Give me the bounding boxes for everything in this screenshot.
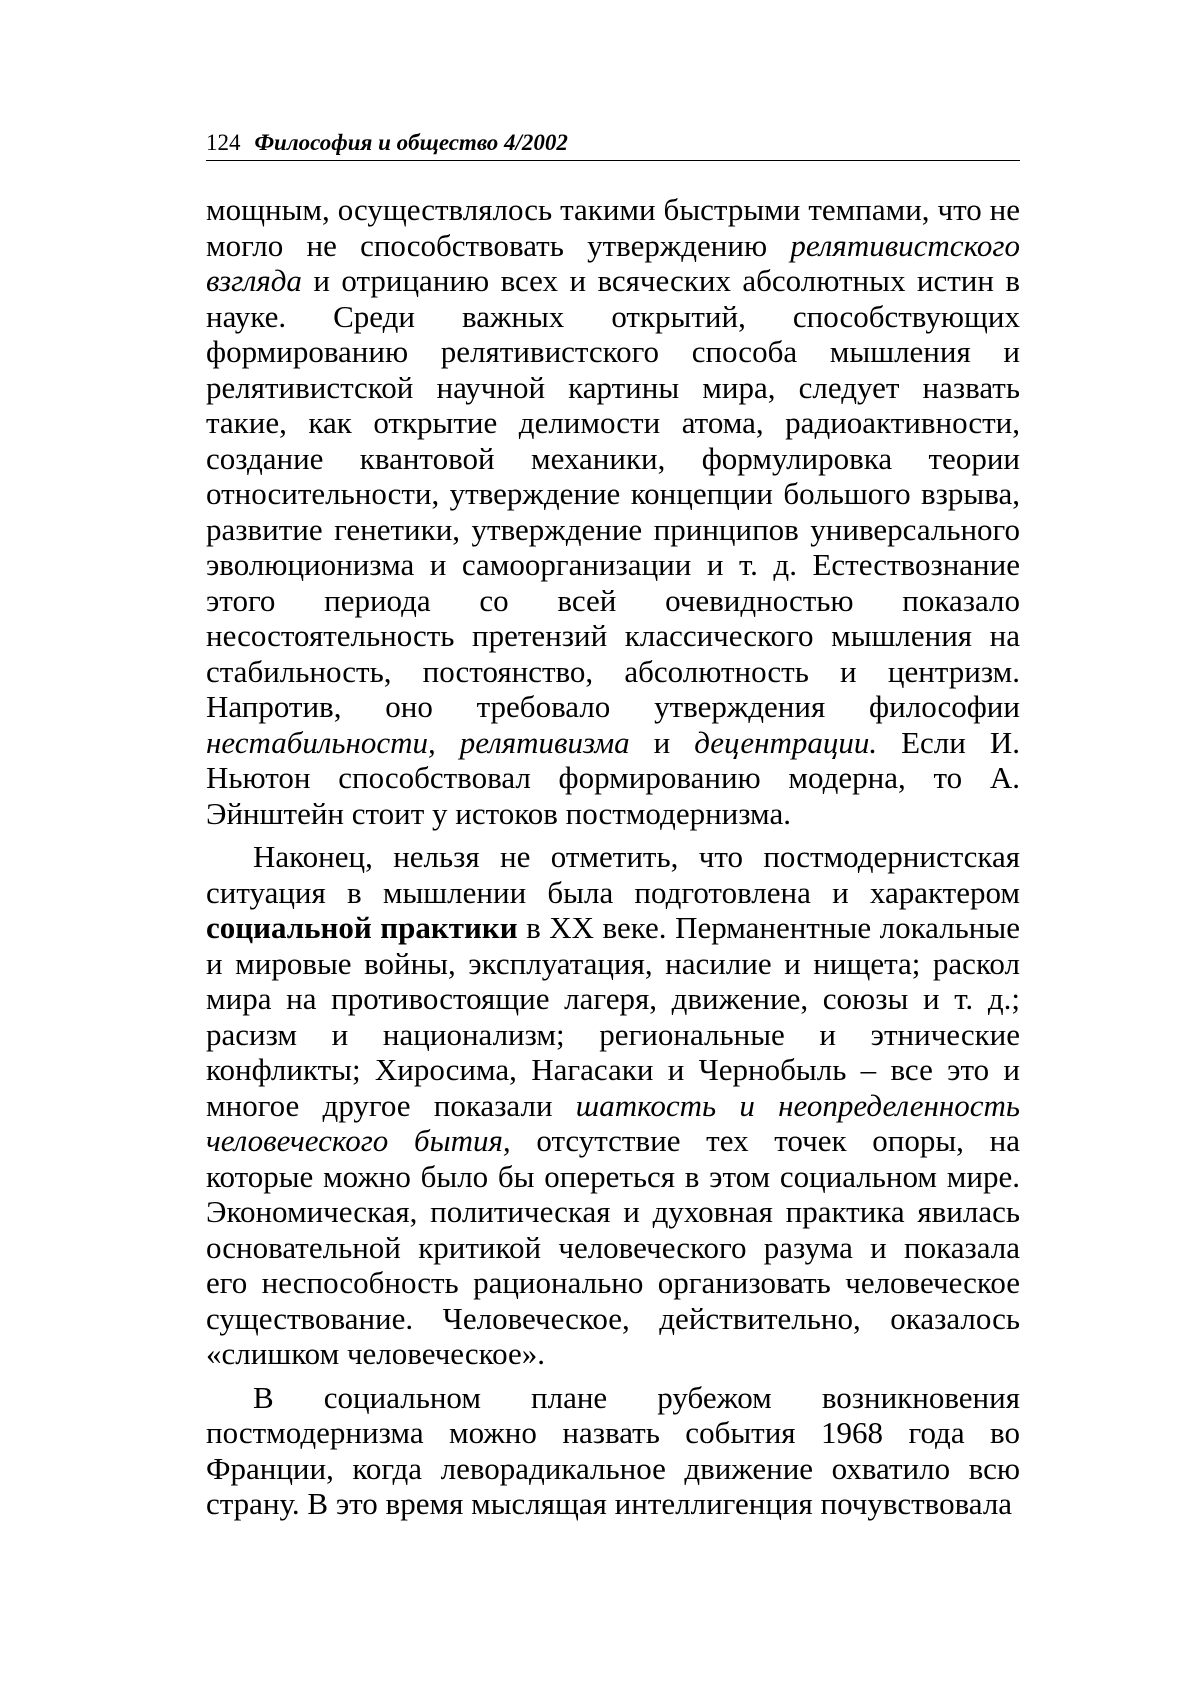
journal-title: Философия и общество 4/2002 (254, 130, 568, 155)
text-segment: мощным, осуществлялось такими быстрыми темпами, что не могло не способствовать утверждению (206, 192, 1020, 263)
italic-emphasis: шаткость и неопределенность человеческого бытия, (206, 1087, 1021, 1158)
italic-emphasis: нестабильности, релятивизма (206, 724, 630, 760)
paragraph (206, 839, 1020, 1372)
text-segment: Наконец, нельзя не отметить, что постмодернистская ситуация в мышлении была подготовлена и характером (206, 839, 1020, 910)
running-header (206, 130, 1020, 161)
page-number: 124 (206, 130, 241, 155)
paragraph (206, 192, 1020, 831)
italic-emphasis: децентрации. (694, 724, 878, 760)
bold-emphasis: социальной практики (206, 910, 518, 945)
text-segment: В социальном плане рубежом возникновения постмодернизма можно назвать события 1968 года во Франции, когда леворадикальное движение охватило всю страну. В это время мыслящая интеллигенция почувствовала (206, 1379, 1020, 1521)
italic-emphasis: релятивистского взгляда (206, 227, 1020, 298)
body-text (206, 192, 1020, 1522)
text-segment: Если И. Ньютон способствовал формированию модерна, то А. Эйнштейн стоит у истоков постмодернизма. (206, 724, 1021, 831)
text-segment: в XX веке. Перманентные локальные и мировые войны, эксплуатация, насилие и нищета; раскол мира на противостоящие лагеря, движение, союзы и т. д.; расизм и национализм; региональные и этнические конфликты; Хиросима, Нагасаки и Чернобыль – все это и многое другое показали (206, 910, 1020, 1123)
text-segment: и отрицанию всех и всяческих абсолютных истин в науке. Среди важных открытий, способствующих формированию релятивистского способа мышления и релятивистской научной картины мира, следует назвать такие, как открытие делимости атома, радиоактивности, создание квантовой механики, формулировка теории относительности, утверждение концепции большого взрыва, развитие генетики, утверждение принципов универсального эволюционизма и самоорганизации и т. д. Естествознание этого периода со всей очевидностью показало несостоятельность претензий классического мышления на стабильность, постоянство, абсолютность и центризм. Напротив, оно требовало утверждения философии (206, 263, 1020, 724)
paragraph (206, 1380, 1020, 1522)
text-segment: и (629, 724, 695, 760)
text-segment: отсутствие тех точек опоры, на которые можно было бы опереться в этом социальном мире. Экономическая, политическая и духовная практика явилась основательной критикой человеческого разума и показала его неспособность рационально организовать человеческое существование. Человеческое, действительно, оказалось «слишком человеческое». (206, 1123, 1020, 1371)
